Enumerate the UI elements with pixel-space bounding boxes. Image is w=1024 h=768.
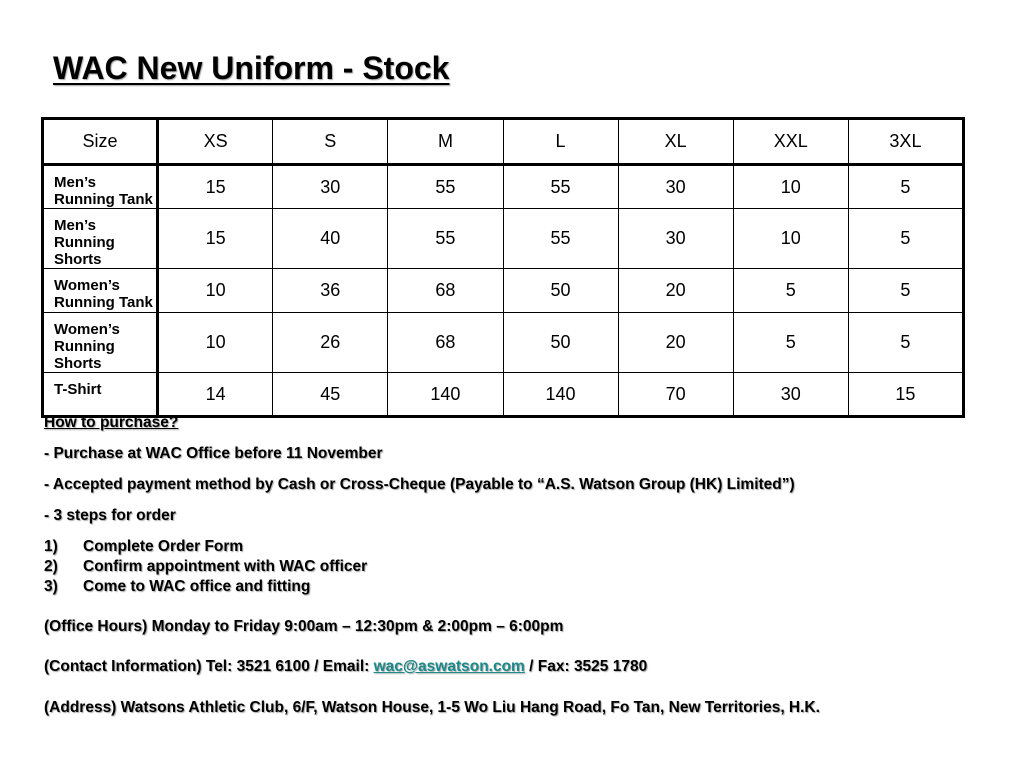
item-name-cell: Men’s Running Tank bbox=[43, 165, 158, 209]
qty-cell: 5 bbox=[848, 209, 963, 269]
header-xxl: XXL bbox=[733, 119, 848, 165]
qty-cell: 140 bbox=[388, 373, 503, 417]
item-name-cell: Women’s Running Shorts bbox=[43, 313, 158, 373]
table-row bbox=[43, 209, 964, 269]
step-text: Come to WAC office and fitting bbox=[83, 578, 311, 595]
qty-cell: 15 bbox=[848, 373, 963, 417]
qty-cell: 68 bbox=[388, 269, 503, 313]
order-steps-list bbox=[44, 537, 1004, 597]
qty-cell: 45 bbox=[273, 373, 388, 417]
qty-cell: 50 bbox=[503, 313, 618, 373]
qty-cell: 5 bbox=[848, 269, 963, 313]
qty-cell: 14 bbox=[158, 373, 273, 417]
item-name-cell: T-Shirt bbox=[43, 373, 158, 417]
page-title: WAC New Uniform - Stock bbox=[53, 50, 450, 86]
email-link[interactable]: wac@aswatson.com bbox=[373, 658, 525, 675]
header-3xl: 3XL bbox=[848, 119, 963, 165]
qty-cell: 5 bbox=[848, 165, 963, 209]
header-xl: XL bbox=[618, 119, 733, 165]
qty-cell: 5 bbox=[848, 313, 963, 373]
qty-cell: 55 bbox=[503, 209, 618, 269]
qty-cell: 20 bbox=[618, 269, 733, 313]
qty-cell: 30 bbox=[618, 209, 733, 269]
qty-cell: 30 bbox=[273, 165, 388, 209]
step-number: 3) bbox=[44, 578, 58, 595]
purchase-info bbox=[44, 413, 1004, 718]
table-header-row bbox=[43, 119, 964, 165]
qty-cell: 20 bbox=[618, 313, 733, 373]
list-item bbox=[44, 537, 1004, 557]
payment-method-text: - Accepted payment method by Cash or Cross-Cheque (Payable to “A.S. Watson Group (HK) Limited”) bbox=[44, 476, 795, 493]
header-l: L bbox=[503, 119, 618, 165]
qty-cell: 55 bbox=[388, 209, 503, 269]
header-xs: XS bbox=[158, 119, 273, 165]
contact-info bbox=[44, 657, 1004, 677]
qty-cell: 40 bbox=[273, 209, 388, 269]
table-row bbox=[43, 313, 964, 373]
stock-table bbox=[41, 117, 965, 418]
qty-cell: 68 bbox=[388, 313, 503, 373]
how-to-purchase-heading: How to purchase? bbox=[44, 414, 179, 431]
qty-cell: 55 bbox=[503, 165, 618, 209]
contact-prefix-text: (Contact Information) Tel: 3521 6100 / Email: bbox=[44, 658, 374, 675]
qty-cell: 10 bbox=[733, 209, 848, 269]
list-item bbox=[44, 577, 1004, 597]
item-name-cell: Women’s Running Tank bbox=[43, 269, 158, 313]
steps-intro-text: - 3 steps for order bbox=[44, 507, 176, 524]
address-text: (Address) Watsons Athletic Club, 6/F, Watson House, 1-5 Wo Liu Hang Road, Fo Tan, New Territories, H.K. bbox=[44, 699, 820, 716]
purchase-deadline-text: - Purchase at WAC Office before 11 November bbox=[44, 445, 383, 462]
qty-cell: 15 bbox=[158, 165, 273, 209]
header-m: M bbox=[388, 119, 503, 165]
qty-cell: 5 bbox=[733, 313, 848, 373]
header-s: S bbox=[273, 119, 388, 165]
qty-cell: 10 bbox=[158, 313, 273, 373]
qty-cell: 140 bbox=[503, 373, 618, 417]
step-text: Confirm appointment with WAC officer bbox=[83, 558, 368, 575]
qty-cell: 36 bbox=[273, 269, 388, 313]
qty-cell: 30 bbox=[618, 165, 733, 209]
qty-cell: 26 bbox=[273, 313, 388, 373]
item-name-cell: Men’s Running Shorts bbox=[43, 209, 158, 269]
header-size: Size bbox=[43, 119, 158, 165]
qty-cell: 5 bbox=[733, 269, 848, 313]
table-row bbox=[43, 269, 964, 313]
list-item bbox=[44, 557, 1004, 577]
table-row bbox=[43, 165, 964, 209]
step-number: 1) bbox=[44, 538, 58, 555]
qty-cell: 50 bbox=[503, 269, 618, 313]
qty-cell: 10 bbox=[733, 165, 848, 209]
office-hours-text: (Office Hours) Monday to Friday 9:00am – 12:30pm & 2:00pm – 6:00pm bbox=[44, 618, 564, 635]
table-row bbox=[43, 373, 964, 417]
step-number: 2) bbox=[44, 558, 58, 575]
qty-cell: 70 bbox=[618, 373, 733, 417]
qty-cell: 55 bbox=[388, 165, 503, 209]
step-text: Complete Order Form bbox=[83, 538, 244, 555]
contact-suffix-text: / Fax: 3525 1780 bbox=[524, 658, 648, 675]
qty-cell: 15 bbox=[158, 209, 273, 269]
qty-cell: 30 bbox=[733, 373, 848, 417]
qty-cell: 10 bbox=[158, 269, 273, 313]
